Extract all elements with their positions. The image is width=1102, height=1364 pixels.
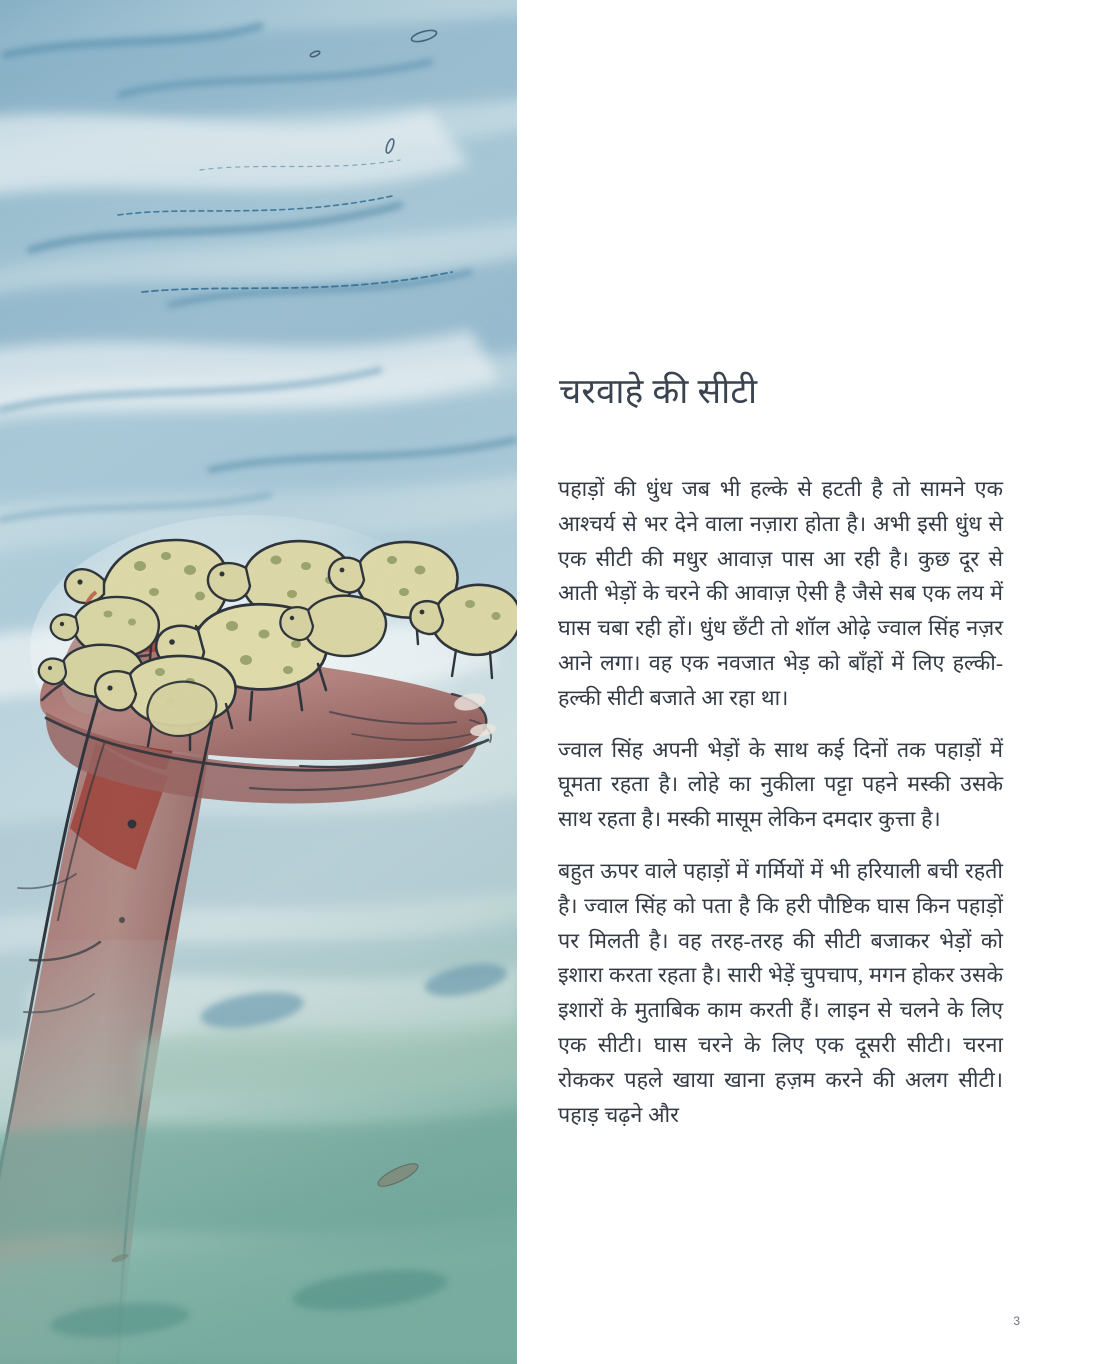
story-paragraph-3: बहुत ऊपर वाले पहाड़ों में गर्मियों में भी हरियाली बची रहती है। ज्वाल सिंह को पता है कि हरी पौष्टिक घास किन पहाड़ों पर मिलती है। वह तरह-तरह की सीटी बजाकर भेड़ों को इशारा करता रहता है। सारी भेड़ें चुपचाप, मगन होकर उसके इशारों के मुताबिक काम करती हैं। लाइन से चलने के लिए एक सीटी। घास चरने के लिए एक दूसरी सीटी। चरना रोककर पहले खाया खाना हज़म करने की अलग सीटी। पहाड़ चढ़ने और <box>558 858 1003 1127</box>
story-paragraph-2: ज्वाल सिंह अपनी भेड़ों के साथ कई दिनों तक पहाड़ों में घूमता रहता है। लोहे का नुकीला पट्टा पहने मस्की उसके साथ रहता है। मस्की मासूम लेकिन दमदार कुत्ता है। <box>558 737 1003 832</box>
story-title: चरवाहे की सीटी <box>559 372 758 412</box>
story-body <box>558 472 1003 1132</box>
page-number: 3 <box>1013 1314 1020 1328</box>
watercolor-illustration <box>0 0 517 1364</box>
text-column <box>517 0 1102 1364</box>
story-paragraph-1: पहाड़ों की धुंध जब भी हल्के से हटती है तो सामने एक आश्चर्य से भर देने वाला नज़ारा होता है। अभी इसी धुंध से एक सीटी की मधुर आवाज़ पास आ रही है। कुछ दूर से आती भेड़ों के चरने की आवाज़ ऐसी है जैसे सब एक लय में घास चबा रही हों। धुंध छँटी तो शॉल ओढ़े ज्वाल सिंह नज़र आने लगा। वह एक नवजात भेड़ को बाँहों में लिए हल्की-हल्की सीटी बजाते आ रहा था। <box>558 477 1003 710</box>
illustration-panel <box>0 0 517 1364</box>
